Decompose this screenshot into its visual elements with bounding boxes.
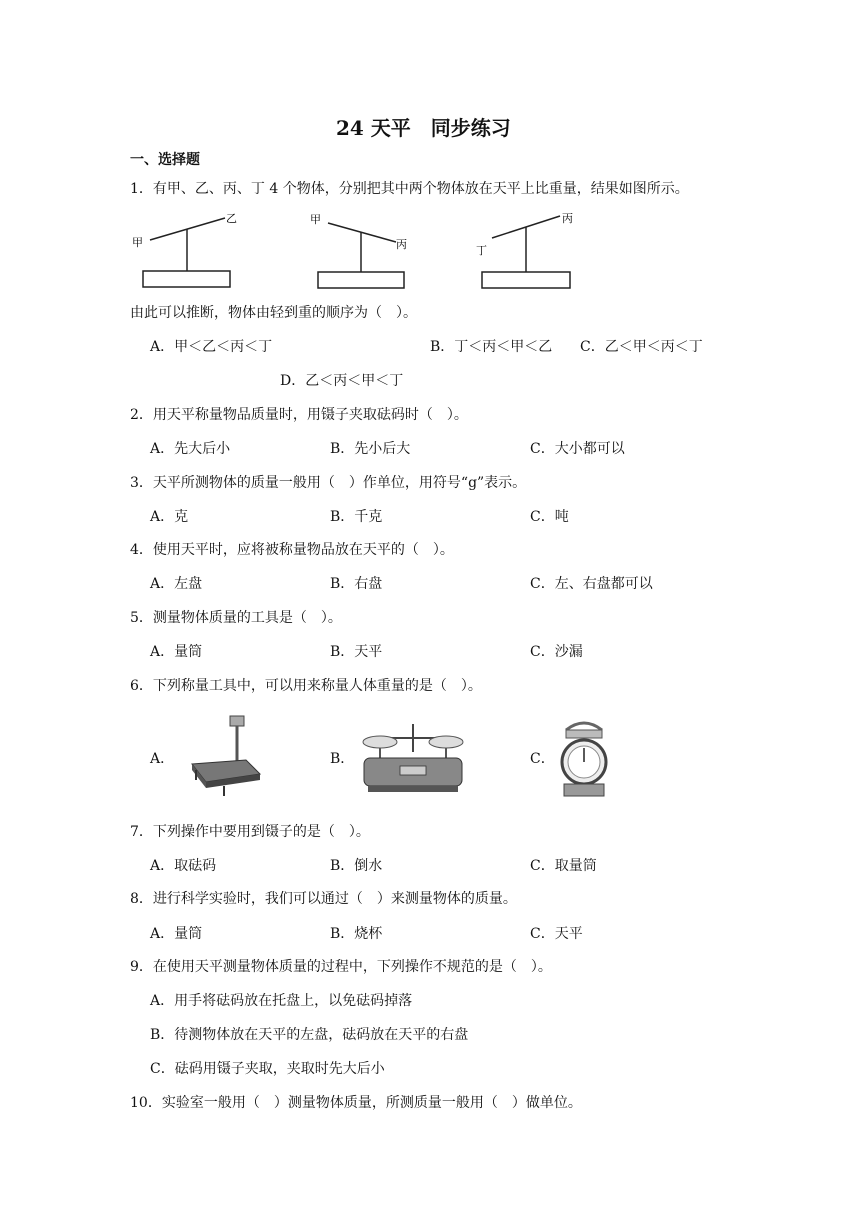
q6-stem: 6．下列称量工具中，可以用来称量人体重量的是（ ）。 — [130, 678, 482, 694]
q1-balance-figure-2 — [308, 208, 418, 288]
q4-option-c[interactable]: C．左、右盘都可以 — [530, 576, 653, 592]
label-ding: 丁 — [476, 244, 487, 257]
q4-stem: 4．使用天平时，应将被称量物品放在天平的（ ）。 — [130, 542, 454, 558]
page-title: 24 天平 同步练习 — [336, 116, 511, 140]
q3-option-c[interactable]: C．吨 — [530, 509, 569, 525]
q3-option-a[interactable]: A．克 — [150, 509, 189, 525]
q6-option-b[interactable]: B． — [330, 751, 355, 767]
q1-stem: 1．有甲、乙、丙、丁 4 个物体，分别把其中两个物体放在天平上比重量，结果如图所示。 — [130, 181, 689, 197]
q7-option-c[interactable]: C．取量筒 — [530, 858, 597, 874]
q1-option-d[interactable]: D．乙＜丙＜甲＜丁 — [280, 373, 404, 389]
q3-option-b[interactable]: B．千克 — [330, 509, 383, 525]
q5-stem: 5．测量物体质量的工具是（ ）。 — [130, 610, 342, 626]
label-bing: 丙 — [562, 212, 573, 225]
q9-option-a[interactable]: A．用手将砝码放在托盘上，以免砝码掉落 — [150, 993, 413, 1009]
q2-option-a[interactable]: A．先大后小 — [150, 441, 231, 457]
q10-stem: 10．实验室一般用（ ）测量物体质量，所测质量一般用（ ）做单位。 — [130, 1095, 582, 1111]
q1-option-a[interactable]: A．甲＜乙＜丙＜丁 — [150, 339, 273, 355]
section-heading: 一、选择题 — [130, 152, 200, 168]
q8-option-c[interactable]: C．天平 — [530, 926, 583, 942]
q8-stem: 8．进行科学实验时，我们可以通过（ ）来测量物体的质量。 — [130, 891, 517, 907]
q1-balance-figure-1 — [130, 208, 240, 288]
q1-conclusion: 由此可以推断，物体由轻到重的顺序为（ ）。 — [130, 305, 417, 321]
q5-option-a[interactable]: A．量筒 — [150, 644, 203, 660]
q8-option-a[interactable]: A．量筒 — [150, 926, 203, 942]
label-jia: 甲 — [132, 236, 143, 249]
q5-option-c[interactable]: C．沙漏 — [530, 644, 583, 660]
label-bing: 丙 — [396, 238, 407, 251]
q9-option-b[interactable]: B．待测物体放在天平的左盘，砝码放在天平的右盘 — [150, 1027, 469, 1043]
q2-option-c[interactable]: C．大小都可以 — [530, 441, 625, 457]
q7-option-a[interactable]: A．取砝码 — [150, 858, 217, 874]
q1-balance-figure-3 — [474, 208, 584, 288]
q1-option-b[interactable]: B．丁＜丙＜甲＜乙 — [430, 339, 553, 355]
q6-option-a[interactable]: A． — [150, 751, 175, 767]
q4-option-b[interactable]: B．右盘 — [330, 576, 383, 592]
q7-option-b[interactable]: B．倒水 — [330, 858, 383, 874]
q1-option-c[interactable]: C．乙＜甲＜丙＜丁 — [580, 339, 703, 355]
label-jia: 甲 — [310, 213, 321, 226]
q9-stem: 9．在使用天平测量物体质量的过程中，下列操作不规范的是（ ）。 — [130, 959, 552, 975]
q5-option-b[interactable]: B．天平 — [330, 644, 383, 660]
q3-stem: 3．天平所测物体的质量一般用（ ）作单位，用符号“g”表示。 — [130, 475, 527, 491]
dial-scale-image[interactable] — [556, 714, 612, 800]
q4-option-a[interactable]: A．左盘 — [150, 576, 203, 592]
platform-scale-image[interactable] — [186, 714, 266, 799]
q2-stem: 2．用天平称量物品质量时，用镊子夹取砝码时（ ）。 — [130, 407, 468, 423]
q6-option-c[interactable]: C． — [530, 751, 555, 767]
pan-balance-image[interactable] — [358, 722, 468, 800]
q9-option-c[interactable]: C．砝码用镊子夹取，夹取时先大后小 — [150, 1061, 385, 1077]
q8-option-b[interactable]: B．烧杯 — [330, 926, 383, 942]
q7-stem: 7．下列操作中要用到镊子的是（ ）。 — [130, 824, 370, 840]
q2-option-b[interactable]: B．先小后大 — [330, 441, 411, 457]
label-yi: 乙 — [226, 212, 237, 225]
